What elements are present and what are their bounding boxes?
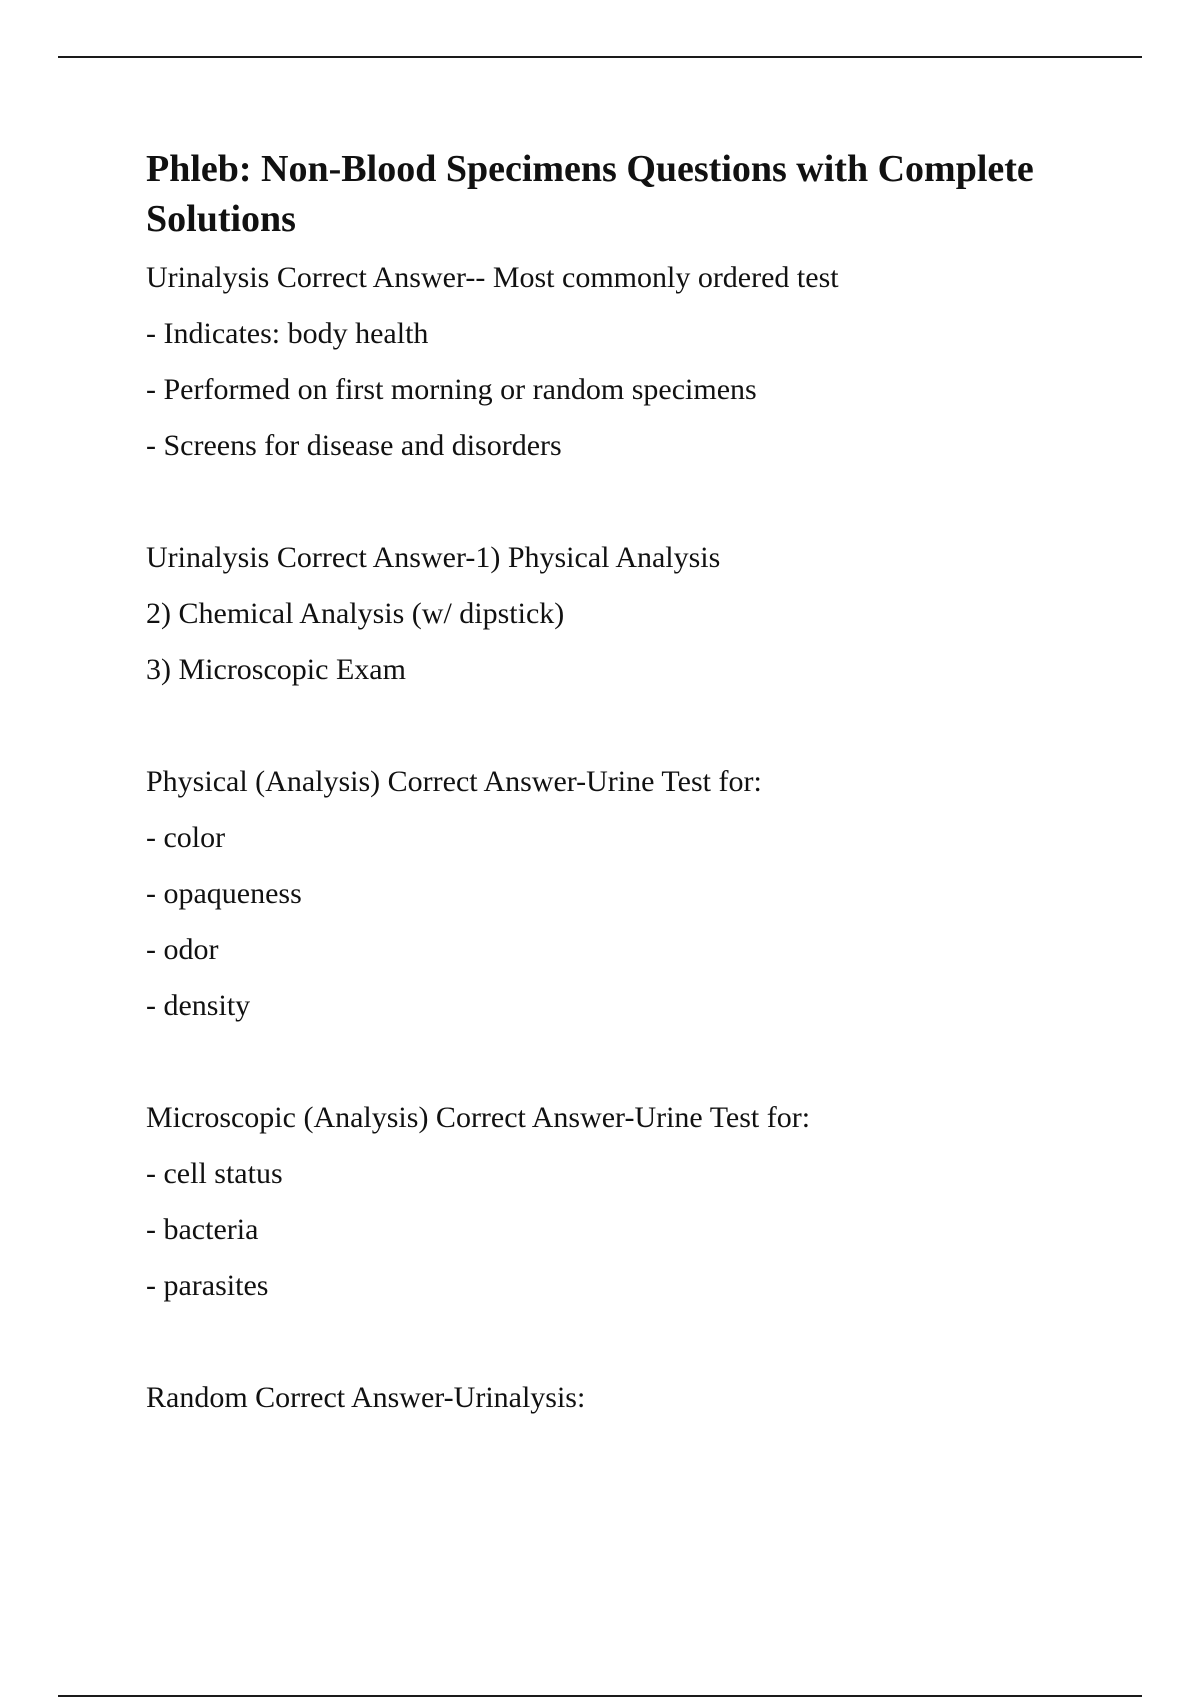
entry-line: - Screens for disease and disorders [146, 429, 562, 462]
entry-line: Urinalysis Correct Answer-1) Physical Analysis [146, 541, 721, 574]
entry-line: - odor [146, 933, 219, 966]
entry-line: - parasites [146, 1269, 269, 1302]
entry-line: Microscopic (Analysis) Correct Answer-Urine Test for: [146, 1101, 811, 1134]
entry-line: Urinalysis Correct Answer-- Most commonly ordered test [146, 261, 839, 294]
entry-line: 2) Chemical Analysis (w/ dipstick) [146, 597, 565, 630]
entry-line: Random Correct Answer-Urinalysis: [146, 1381, 586, 1414]
entry-line: - color [146, 821, 226, 854]
qa-entry-urinalysis-2 [146, 530, 1126, 698]
qa-entry-physical-analysis [146, 754, 1126, 1034]
entry-line: - opaqueness [146, 877, 302, 910]
header-rule [58, 56, 1142, 58]
qa-entry-microscopic-analysis [146, 1090, 1126, 1314]
qa-entry-random [146, 1370, 1126, 1426]
qa-entry-urinalysis-1 [146, 250, 1126, 474]
document-body [146, 144, 1126, 1482]
entry-line: - bacteria [146, 1213, 259, 1246]
document-title: Phleb: Non-Blood Specimens Questions with Complete Solutions [146, 148, 1034, 240]
entry-line: - Performed on first morning or random specimens [146, 373, 757, 406]
entry-line: - density [146, 989, 251, 1022]
entry-line: Physical (Analysis) Correct Answer-Urine Test for: [146, 765, 762, 798]
entry-line: 3) Microscopic Exam [146, 653, 406, 686]
entry-line: - Indicates: body health [146, 317, 429, 350]
entry-line: - cell status [146, 1157, 283, 1190]
footer-rule [58, 1695, 1142, 1697]
